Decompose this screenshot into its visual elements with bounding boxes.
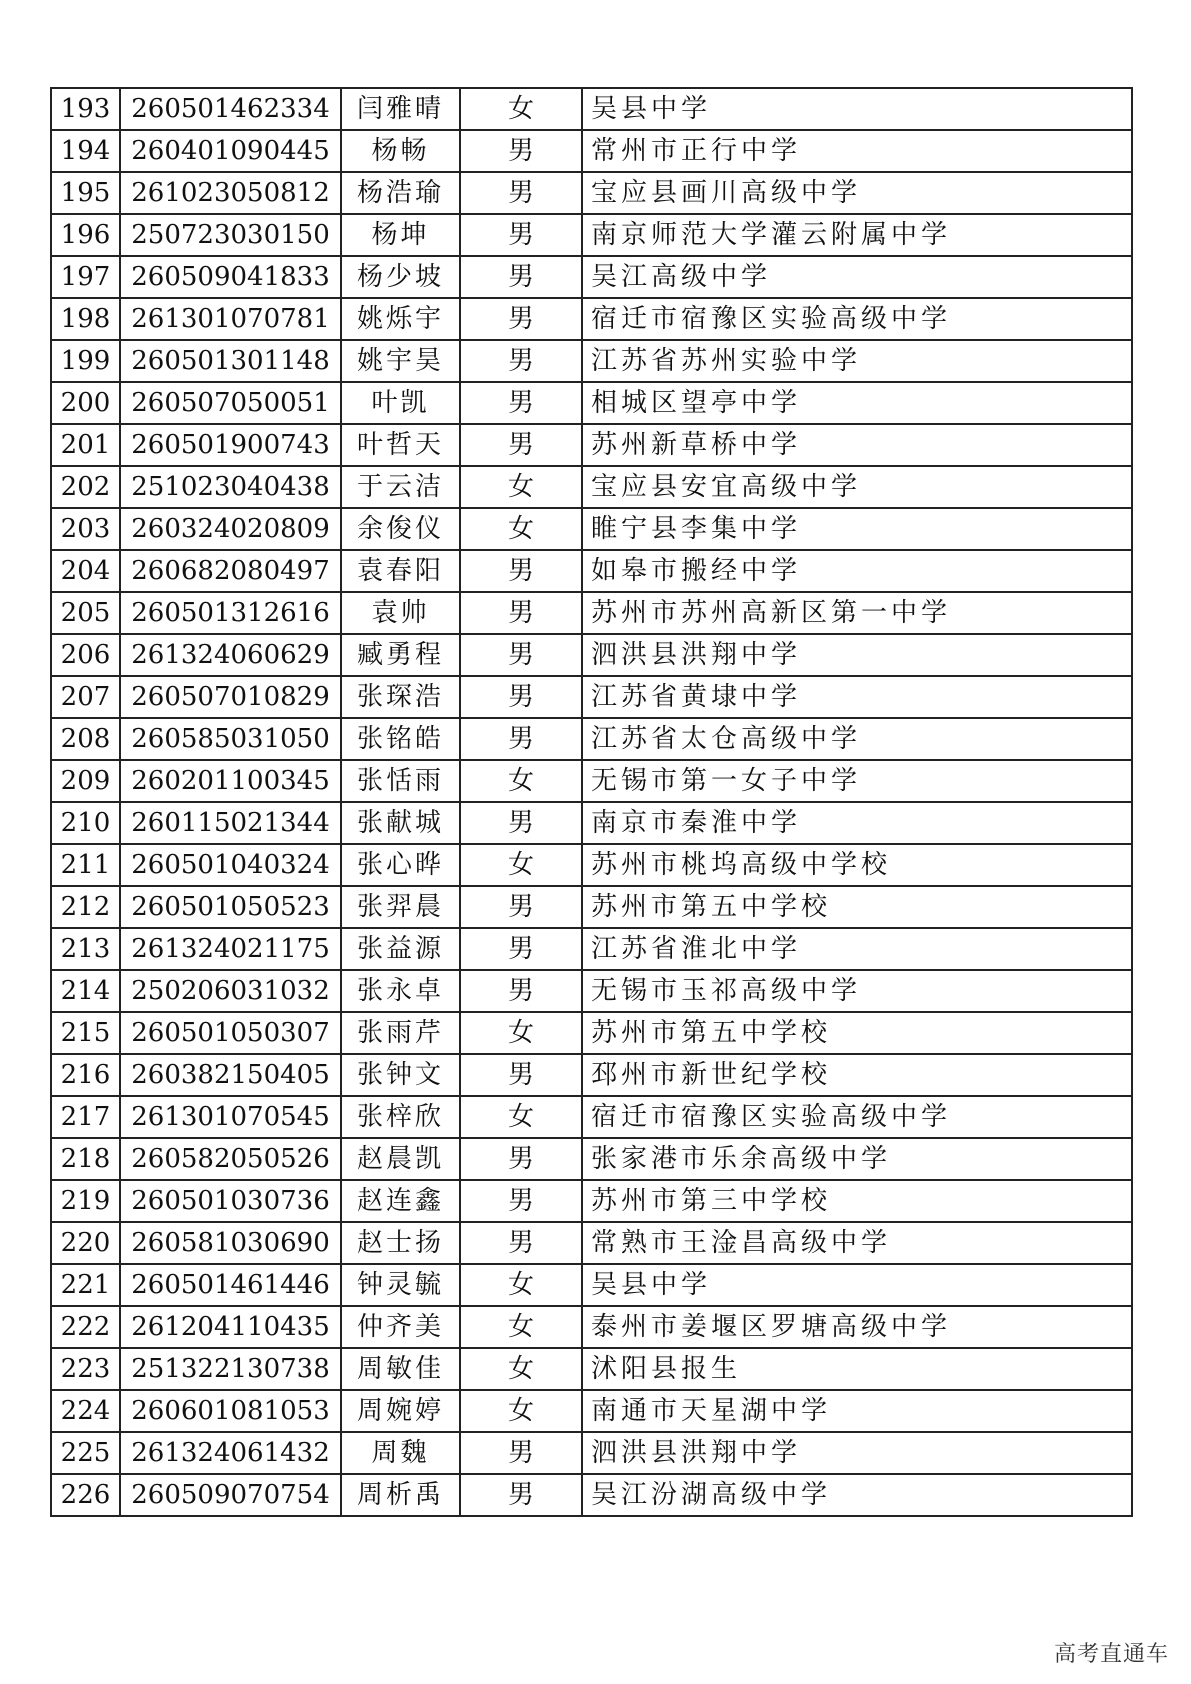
school-name-cell: 常熟市王淦昌高级中学 — [582, 1222, 1132, 1264]
table-row — [51, 1474, 1132, 1516]
student-name-cell: 张铭皓 — [341, 718, 460, 760]
row-number-cell: 211 — [51, 844, 120, 886]
gender-cell: 男 — [460, 802, 582, 844]
gender-cell: 女 — [460, 508, 582, 550]
table-row — [51, 1180, 1132, 1222]
school-name-cell: 宝应县画川高级中学 — [582, 172, 1132, 214]
student-name-cell: 张琛浩 — [341, 676, 460, 718]
student-name-cell: 张献城 — [341, 802, 460, 844]
school-name-cell: 宿迁市宿豫区实验高级中学 — [582, 298, 1132, 340]
student-name-cell: 张钟文 — [341, 1054, 460, 1096]
row-number-cell: 221 — [51, 1264, 120, 1306]
school-name-cell: 无锡市第一女子中学 — [582, 760, 1132, 802]
row-number-cell: 202 — [51, 466, 120, 508]
row-number-cell: 218 — [51, 1138, 120, 1180]
exam-id-cell: 260501312616 — [120, 592, 341, 634]
table-row — [51, 1222, 1132, 1264]
student-name-cell: 周魏 — [341, 1432, 460, 1474]
table-row — [51, 1264, 1132, 1306]
row-number-cell: 210 — [51, 802, 120, 844]
row-number-cell: 205 — [51, 592, 120, 634]
exam-id-cell: 261324061432 — [120, 1432, 341, 1474]
student-name-cell: 闫雅晴 — [341, 88, 460, 130]
table-row — [51, 508, 1132, 550]
gender-cell: 男 — [460, 382, 582, 424]
row-number-cell: 206 — [51, 634, 120, 676]
table-row — [51, 424, 1132, 466]
row-number-cell: 212 — [51, 886, 120, 928]
table-row — [51, 1432, 1132, 1474]
student-name-cell: 张梓欣 — [341, 1096, 460, 1138]
table-row — [51, 466, 1132, 508]
table-row — [51, 634, 1132, 676]
student-name-cell: 张羿晨 — [341, 886, 460, 928]
school-name-cell: 江苏省淮北中学 — [582, 928, 1132, 970]
student-name-cell: 袁春阳 — [341, 550, 460, 592]
school-name-cell: 吴江高级中学 — [582, 256, 1132, 298]
row-number-cell: 226 — [51, 1474, 120, 1516]
school-name-cell: 苏州市桃坞高级中学校 — [582, 844, 1132, 886]
row-number-cell: 208 — [51, 718, 120, 760]
school-name-cell: 宝应县安宜高级中学 — [582, 466, 1132, 508]
gender-cell: 女 — [460, 88, 582, 130]
row-number-cell: 215 — [51, 1012, 120, 1054]
school-name-cell: 南通市天星湖中学 — [582, 1390, 1132, 1432]
exam-id-cell: 260201100345 — [120, 760, 341, 802]
exam-id-cell: 260501040324 — [120, 844, 341, 886]
exam-id-cell: 261301070545 — [120, 1096, 341, 1138]
row-number-cell: 203 — [51, 508, 120, 550]
gender-cell: 男 — [460, 550, 582, 592]
row-number-cell: 225 — [51, 1432, 120, 1474]
gender-cell: 男 — [460, 214, 582, 256]
table-row — [51, 844, 1132, 886]
student-name-cell: 仲齐美 — [341, 1306, 460, 1348]
table-row — [51, 88, 1132, 130]
gender-cell: 男 — [460, 886, 582, 928]
row-number-cell: 198 — [51, 298, 120, 340]
gender-cell: 男 — [460, 676, 582, 718]
school-name-cell: 常州市正行中学 — [582, 130, 1132, 172]
exam-id-cell: 260501030736 — [120, 1180, 341, 1222]
exam-id-cell: 261023050812 — [120, 172, 341, 214]
student-name-cell: 姚烁宇 — [341, 298, 460, 340]
row-number-cell: 209 — [51, 760, 120, 802]
gender-cell: 女 — [460, 1012, 582, 1054]
table-body — [51, 88, 1132, 1516]
student-name-cell: 杨少坡 — [341, 256, 460, 298]
gender-cell: 女 — [460, 1390, 582, 1432]
student-name-cell: 杨畅 — [341, 130, 460, 172]
school-name-cell: 南京师范大学灌云附属中学 — [582, 214, 1132, 256]
exam-id-cell: 260501301148 — [120, 340, 341, 382]
gender-cell: 男 — [460, 172, 582, 214]
school-name-cell: 沭阳县报生 — [582, 1348, 1132, 1390]
school-name-cell: 宿迁市宿豫区实验高级中学 — [582, 1096, 1132, 1138]
gender-cell: 女 — [460, 1348, 582, 1390]
gender-cell: 女 — [460, 760, 582, 802]
student-name-cell: 张恬雨 — [341, 760, 460, 802]
table-row — [51, 592, 1132, 634]
row-number-cell: 196 — [51, 214, 120, 256]
gender-cell: 男 — [460, 1138, 582, 1180]
school-name-cell: 张家港市乐余高级中学 — [582, 1138, 1132, 1180]
student-name-cell: 张心晔 — [341, 844, 460, 886]
school-name-cell: 泰州市姜堰区罗塘高级中学 — [582, 1306, 1132, 1348]
school-name-cell: 苏州新草桥中学 — [582, 424, 1132, 466]
gender-cell: 男 — [460, 928, 582, 970]
gender-cell: 男 — [460, 298, 582, 340]
row-number-cell: 201 — [51, 424, 120, 466]
exam-id-cell: 260509041833 — [120, 256, 341, 298]
row-number-cell: 219 — [51, 1180, 120, 1222]
gender-cell: 女 — [460, 1264, 582, 1306]
table-row — [51, 760, 1132, 802]
row-number-cell: 199 — [51, 340, 120, 382]
exam-id-cell: 260501461446 — [120, 1264, 341, 1306]
school-name-cell: 江苏省苏州实验中学 — [582, 340, 1132, 382]
exam-id-cell: 260501050307 — [120, 1012, 341, 1054]
exam-id-cell: 250723030150 — [120, 214, 341, 256]
row-number-cell: 204 — [51, 550, 120, 592]
row-number-cell: 193 — [51, 88, 120, 130]
gender-cell: 女 — [460, 1096, 582, 1138]
table-row — [51, 1390, 1132, 1432]
student-name-cell: 杨浩瑜 — [341, 172, 460, 214]
gender-cell: 男 — [460, 1222, 582, 1264]
school-name-cell: 江苏省黄埭中学 — [582, 676, 1132, 718]
gender-cell: 女 — [460, 1306, 582, 1348]
row-number-cell: 195 — [51, 172, 120, 214]
school-name-cell: 苏州市第三中学校 — [582, 1180, 1132, 1222]
exam-id-cell: 260324020809 — [120, 508, 341, 550]
exam-id-cell: 260582050526 — [120, 1138, 341, 1180]
row-number-cell: 220 — [51, 1222, 120, 1264]
exam-id-cell: 260401090445 — [120, 130, 341, 172]
table-row — [51, 886, 1132, 928]
student-list-table — [50, 87, 1133, 1517]
exam-id-cell: 261324021175 — [120, 928, 341, 970]
school-name-cell: 江苏省太仓高级中学 — [582, 718, 1132, 760]
student-name-cell: 姚宇昊 — [341, 340, 460, 382]
row-number-cell: 214 — [51, 970, 120, 1012]
school-name-cell: 吴县中学 — [582, 1264, 1132, 1306]
gender-cell: 男 — [460, 256, 582, 298]
gender-cell: 男 — [460, 592, 582, 634]
gender-cell: 女 — [460, 466, 582, 508]
row-number-cell: 194 — [51, 130, 120, 172]
exam-id-cell: 260115021344 — [120, 802, 341, 844]
exam-id-cell: 260501050523 — [120, 886, 341, 928]
exam-id-cell: 251322130738 — [120, 1348, 341, 1390]
exam-id-cell: 260501462334 — [120, 88, 341, 130]
gender-cell: 男 — [460, 1180, 582, 1222]
table-row — [51, 1348, 1132, 1390]
table-row — [51, 928, 1132, 970]
exam-id-cell: 261204110435 — [120, 1306, 341, 1348]
exam-id-cell: 260382150405 — [120, 1054, 341, 1096]
school-name-cell: 邳州市新世纪学校 — [582, 1054, 1132, 1096]
exam-id-cell: 261324060629 — [120, 634, 341, 676]
student-name-cell: 周婉婷 — [341, 1390, 460, 1432]
gender-cell: 男 — [460, 634, 582, 676]
school-name-cell: 睢宁县李集中学 — [582, 508, 1132, 550]
student-name-cell: 叶凯 — [341, 382, 460, 424]
table-row — [51, 298, 1132, 340]
student-name-cell: 叶哲天 — [341, 424, 460, 466]
school-name-cell: 无锡市玉祁高级中学 — [582, 970, 1132, 1012]
student-name-cell: 赵士扬 — [341, 1222, 460, 1264]
row-number-cell: 200 — [51, 382, 120, 424]
school-name-cell: 苏州市苏州高新区第一中学 — [582, 592, 1132, 634]
school-name-cell: 南京市秦淮中学 — [582, 802, 1132, 844]
exam-id-cell: 250206031032 — [120, 970, 341, 1012]
table-row — [51, 382, 1132, 424]
school-name-cell: 吴县中学 — [582, 88, 1132, 130]
watermark-text: 高考直通车 — [1053, 1642, 1169, 1667]
row-number-cell: 216 — [51, 1054, 120, 1096]
gender-cell: 男 — [460, 1474, 582, 1516]
gender-cell: 女 — [460, 844, 582, 886]
exam-id-cell: 260509070754 — [120, 1474, 341, 1516]
exam-id-cell: 260507050051 — [120, 382, 341, 424]
student-name-cell: 袁帅 — [341, 592, 460, 634]
row-number-cell: 207 — [51, 676, 120, 718]
student-name-cell: 张益源 — [341, 928, 460, 970]
student-name-cell: 周析禹 — [341, 1474, 460, 1516]
school-name-cell: 泗洪县洪翔中学 — [582, 1432, 1132, 1474]
exam-id-cell: 260501900743 — [120, 424, 341, 466]
table-row — [51, 1306, 1132, 1348]
row-number-cell: 217 — [51, 1096, 120, 1138]
table-row — [51, 802, 1132, 844]
table-row — [51, 718, 1132, 760]
gender-cell: 男 — [460, 970, 582, 1012]
exam-id-cell: 260585031050 — [120, 718, 341, 760]
school-name-cell: 苏州市第五中学校 — [582, 1012, 1132, 1054]
student-name-cell: 于云洁 — [341, 466, 460, 508]
row-number-cell: 222 — [51, 1306, 120, 1348]
table-row — [51, 1054, 1132, 1096]
gender-cell: 男 — [460, 1054, 582, 1096]
table-row — [51, 1012, 1132, 1054]
gender-cell: 男 — [460, 1432, 582, 1474]
student-name-cell: 赵晨凯 — [341, 1138, 460, 1180]
exam-id-cell: 260581030690 — [120, 1222, 341, 1264]
table-row — [51, 172, 1132, 214]
table-row — [51, 676, 1132, 718]
table-row — [51, 970, 1132, 1012]
table-row — [51, 130, 1132, 172]
student-name-cell: 张永卓 — [341, 970, 460, 1012]
student-name-cell: 杨坤 — [341, 214, 460, 256]
gender-cell: 男 — [460, 424, 582, 466]
student-name-cell: 余俊仪 — [341, 508, 460, 550]
table-row — [51, 1138, 1132, 1180]
table-row — [51, 214, 1132, 256]
student-name-cell: 周敏佳 — [341, 1348, 460, 1390]
exam-id-cell: 260507010829 — [120, 676, 341, 718]
school-name-cell: 如皋市搬经中学 — [582, 550, 1132, 592]
row-number-cell: 223 — [51, 1348, 120, 1390]
gender-cell: 男 — [460, 718, 582, 760]
school-name-cell: 吴江汾湖高级中学 — [582, 1474, 1132, 1516]
school-name-cell: 泗洪县洪翔中学 — [582, 634, 1132, 676]
table-row — [51, 550, 1132, 592]
student-name-cell: 赵连鑫 — [341, 1180, 460, 1222]
school-name-cell: 相城区望亭中学 — [582, 382, 1132, 424]
table-row — [51, 256, 1132, 298]
table-row — [51, 340, 1132, 382]
student-name-cell: 臧勇程 — [341, 634, 460, 676]
gender-cell: 男 — [460, 340, 582, 382]
school-name-cell: 苏州市第五中学校 — [582, 886, 1132, 928]
row-number-cell: 224 — [51, 1390, 120, 1432]
exam-id-cell: 260601081053 — [120, 1390, 341, 1432]
gender-cell: 男 — [460, 130, 582, 172]
table-row — [51, 1096, 1132, 1138]
exam-id-cell: 251023040438 — [120, 466, 341, 508]
row-number-cell: 197 — [51, 256, 120, 298]
exam-id-cell: 260682080497 — [120, 550, 341, 592]
row-number-cell: 213 — [51, 928, 120, 970]
student-name-cell: 钟灵毓 — [341, 1264, 460, 1306]
exam-id-cell: 261301070781 — [120, 298, 341, 340]
student-name-cell: 张雨芹 — [341, 1012, 460, 1054]
